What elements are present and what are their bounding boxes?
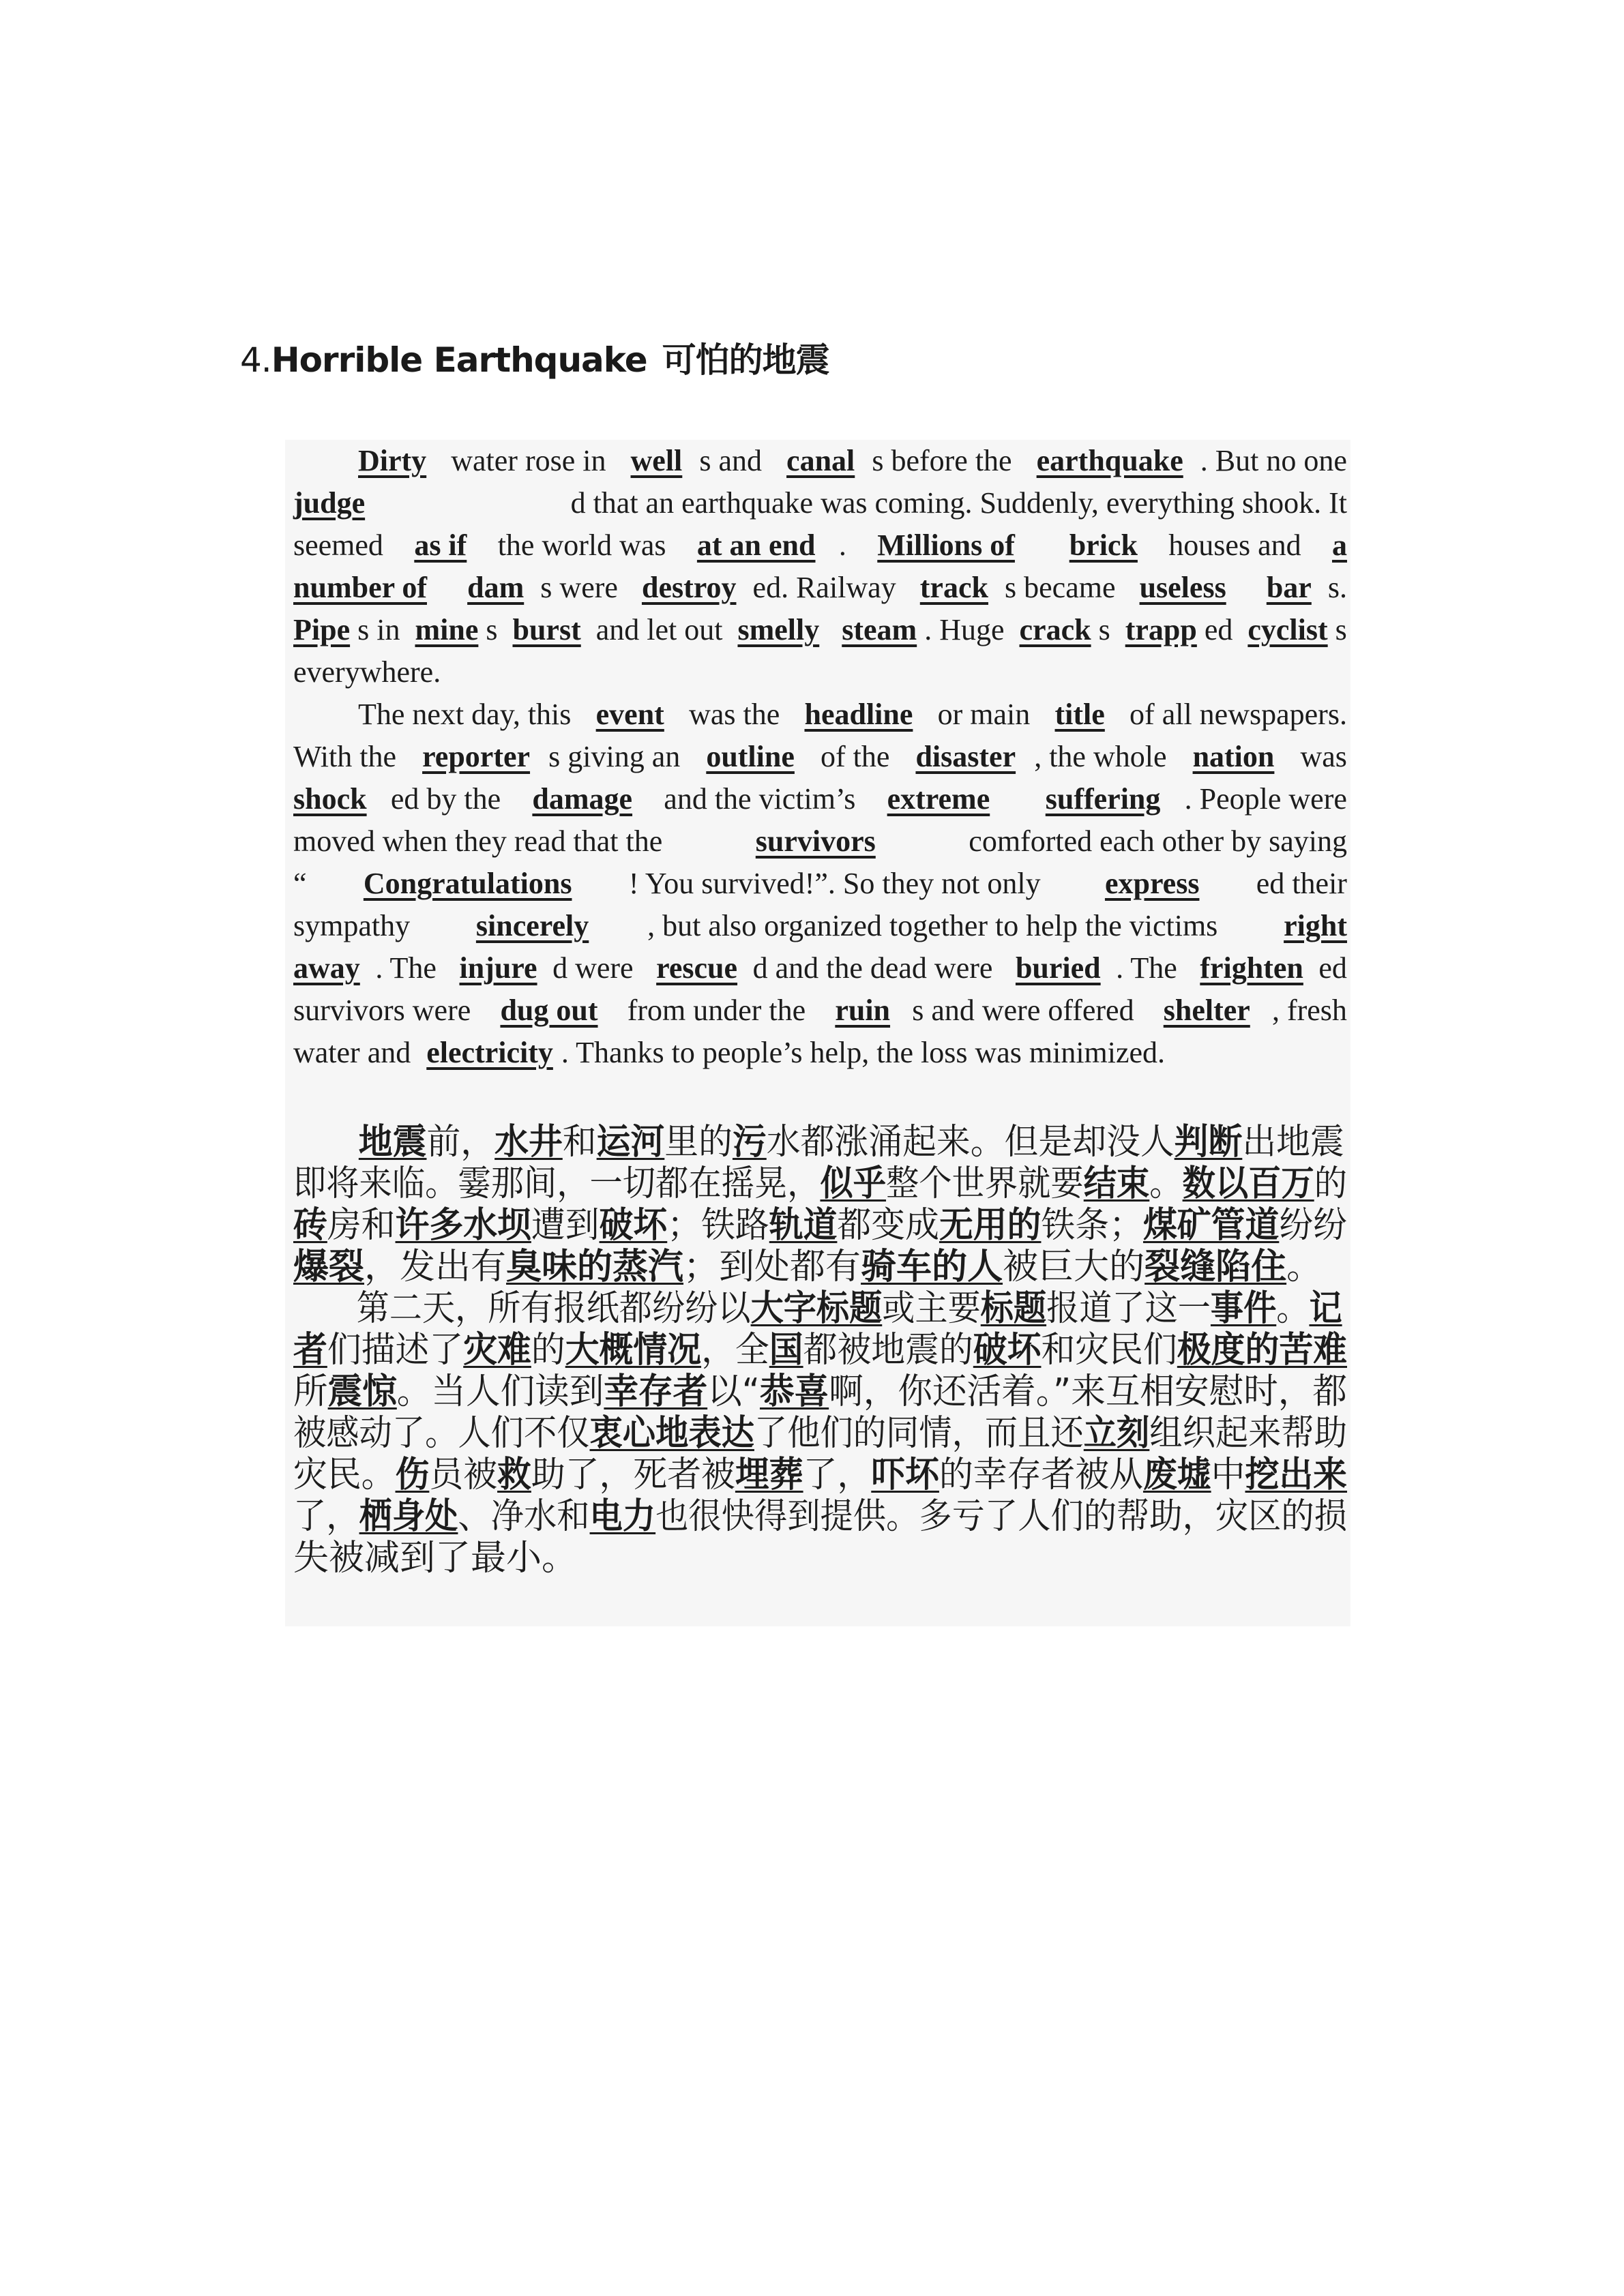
passage-text: 被巨大的 [1003,1247,1145,1287]
vocabulary-word: right [1284,909,1347,942]
vocabulary-word: 污 [732,1122,767,1163]
vocabulary-word: 臭味的蒸汽 [506,1247,684,1287]
vocabulary-word: 大字标题 [750,1288,883,1329]
vocabulary-word: 灾难 [463,1330,531,1371]
vocabulary-word: 立刻 [1083,1413,1150,1454]
passage-text: 了他们的同情，而且还 [754,1413,1084,1454]
vocabulary-word: express [1104,867,1200,900]
passage-text: 都被地震的 [803,1330,973,1371]
passage-line [293,694,1347,736]
passage-text: s. [1327,571,1347,604]
passage-text: from under the [619,994,814,1027]
passage-text: . The [375,951,444,985]
vocabulary-word: as if [414,528,467,562]
passage-line [293,820,1347,863]
vocabulary-word: 记 [1309,1288,1342,1329]
vocabulary-word: 似乎 [820,1163,887,1204]
passage-line [293,1413,1347,1455]
vocabulary-word: 者 [293,1330,327,1371]
passage-text [1243,567,1250,609]
vocabulary-word: destroy [641,571,737,604]
passage-line [293,1330,1347,1371]
vocabulary-word: 骑车的人 [861,1247,1003,1287]
vocabulary-word: 数以百万 [1182,1163,1314,1204]
passage-text: s before the [872,444,1020,477]
passage-text: 前， [426,1122,495,1163]
passage-text: was the [681,698,788,731]
passage-text: ed. Railway [752,571,904,604]
vocabulary-word: 破坏 [973,1330,1042,1371]
title-number: 4. [240,340,271,380]
vocabulary-word: 许多水坝 [395,1205,531,1246]
passage-text: of the [812,740,898,773]
passage-text: comforted each other by saying [961,824,1347,858]
vocabulary-word: reporter [422,740,531,773]
passage-line [293,778,1347,820]
passage-text: s and [699,444,769,477]
vocabulary-word: 伤 [395,1455,430,1495]
passage-text: 的 [1314,1163,1347,1204]
passage-line [293,524,1347,567]
passage-text: water and [293,1036,419,1069]
vocabulary-word: title [1054,698,1105,731]
vocabulary-word: sincerely [475,909,589,942]
vocabulary-word: track [919,571,988,604]
vocabulary-word: 恭喜 [759,1371,829,1412]
passage-text: . People were [1184,782,1347,816]
passage-text: moved when they read that the [293,824,670,858]
passage-text: . [838,528,854,562]
vocabulary-word: 地震 [358,1122,427,1163]
vocabulary-word: smelly [737,613,820,646]
vocabulary-word: 挖出来 [1245,1455,1347,1495]
passage-line [293,1288,1411,1330]
vocabulary-word: 衷心地表达 [589,1413,754,1454]
vocabulary-word: 废墟 [1142,1455,1211,1495]
vocabulary-word: canal [786,444,855,477]
passage-text: 和灾民们 [1041,1330,1177,1371]
passage-text: With the [293,740,404,773]
vocabulary-word: nation [1192,740,1275,773]
passage-text: ed [1318,951,1347,985]
passage-text [1038,524,1046,567]
vocabulary-word: Congratulations [363,867,572,900]
vocabulary-word: shock [293,782,367,816]
passage-text: everywhere. [293,655,441,689]
passage-text: of all newspapers. [1122,698,1347,731]
passage-text: 纷纷 [1279,1205,1347,1246]
vocabulary-word: 轨道 [769,1205,838,1246]
passage-text: 中 [1211,1455,1245,1495]
passage-text: 整个世界就要 [886,1163,1084,1204]
vocabulary-word: 埋葬 [735,1455,803,1495]
passage-line [293,1205,1347,1247]
passage-line [293,1122,1413,1163]
passage-text: 房和 [327,1205,396,1246]
passage-line [293,1032,1347,1074]
passage-text: sympathy [293,909,418,942]
vocabulary-word: 无用的 [939,1205,1042,1246]
passage-text: 。 [1286,1247,1323,1287]
vocabulary-word: 救 [497,1455,531,1495]
passage-text: . Huge [924,613,1012,646]
passage-text: s in [357,613,408,646]
passage-text: and the victim’s [656,782,863,816]
passage-text: houses and [1161,528,1309,562]
passage-text: s were [540,571,625,604]
passage-text: water rose in [443,444,614,477]
passage-line [293,1538,1347,1579]
vocabulary-word: mine [415,613,479,646]
passage-text [443,567,451,609]
vocabulary-word: 煤矿管道 [1142,1205,1280,1246]
vocabulary-word: 判断 [1174,1122,1243,1163]
passage-text: ，全 [701,1330,769,1371]
vocabulary-word: burst [512,613,581,646]
vocabulary-word: survivors [755,824,876,858]
vocabulary-word: injure [459,951,537,985]
passage-text: survivors were [293,994,479,1027]
title-chinese: 可怕的地震 [662,340,829,380]
passage-text: ed by the [390,782,509,816]
passage-line [293,1247,1347,1288]
passage-line [293,1371,1347,1413]
chinese-passage [293,1122,1347,1579]
vocabulary-word: 极度的苦难 [1177,1330,1347,1371]
passage-text: 里的 [664,1122,733,1163]
passage-text: , the whole [1034,740,1175,773]
vocabulary-word: 砖 [293,1205,327,1246]
vocabulary-word: 运河 [596,1122,665,1163]
passage-line [293,1163,1347,1205]
title-english: Horrible Earthquake [271,340,647,380]
passage-text: 。 [1149,1163,1183,1204]
passage-line [293,482,1347,524]
passage-text: ，发出有 [364,1247,507,1287]
passage-text: was [1293,740,1347,773]
passage-text: ；到处都有 [683,1247,861,1287]
vocabulary-word: 幸存者 [604,1371,708,1412]
passage-text: ! You survived!”. So they not only [628,867,1048,900]
vocabulary-word: Dirty [358,444,427,477]
passage-text: , but also organized together to help the victims [647,909,1226,942]
vocabulary-word: 国 [769,1330,803,1371]
vocabulary-word: bar [1266,571,1312,604]
vocabulary-word: earthquake [1036,444,1183,477]
passage-line [293,1455,1347,1496]
passage-text: s giving an [548,740,688,773]
passage-line [293,567,1347,609]
passage-text: s [1335,613,1347,646]
passage-text: 和 [562,1122,597,1163]
passage-text: 啊，你还活着。”来互相安慰时，都 [829,1371,1347,1412]
vocabulary-word: frighten [1200,951,1303,985]
passage-text: s [1098,613,1118,646]
vocabulary-word: ruin [835,994,891,1027]
passage-line [293,905,1347,947]
passage-text: . But no one [1200,444,1347,477]
vocabulary-word: 栖身处 [359,1496,458,1537]
passage-text: 遭到 [531,1205,600,1246]
passage-text: or main [930,698,1038,731]
passage-text: 所 [293,1371,328,1412]
passage-text: 了， [803,1455,872,1495]
passage-text: 了， [293,1496,359,1537]
vocabulary-word: trapp [1125,613,1197,646]
passage-text: 或主要 [882,1288,981,1329]
vocabulary-word: 大概情况 [565,1330,702,1371]
passage-line [293,863,1347,905]
vocabulary-word: shelter [1163,994,1250,1027]
passage-text: 即将来临。霎那间，一切都在摇晃， [293,1163,821,1204]
passage-line [293,989,1347,1032]
passage-text: ；铁路 [667,1205,769,1246]
vocabulary-word: damage [532,782,633,816]
passage-line [293,1496,1347,1538]
vocabulary-word: useless [1139,571,1226,604]
passage-text: s became [1005,571,1123,604]
vocabulary-word: suffering [1045,782,1161,816]
passage-text: 组织起来帮助 [1149,1413,1347,1454]
passage-text: the world was [490,528,674,562]
vocabulary-word: 震惊 [327,1371,397,1412]
vocabulary-word: rescue [656,951,738,985]
passage-text: 铁条； [1041,1205,1143,1246]
vocabulary-word: 事件 [1210,1288,1277,1329]
vocabulary-word: 爆裂 [293,1247,365,1287]
passage-text: 。当人们读到 [396,1371,604,1412]
passage-text: 们描述了 [327,1330,464,1371]
passage-text: “ [293,867,307,900]
passage-text: 员被 [429,1455,498,1495]
vocabulary-word: steam [842,613,917,646]
vocabulary-word: a [1331,528,1347,562]
passage-text: ed their [1256,867,1347,900]
vocabulary-word: at an end [696,528,816,562]
passage-text: . The [1116,951,1185,985]
passage-line [293,651,1347,694]
vocabulary-word: cyclist [1247,613,1328,646]
passage-text: 失被减到了最小。 [293,1538,578,1579]
vocabulary-word: away [293,951,360,985]
vocabulary-word: 破坏 [599,1205,668,1246]
vocabulary-word: disaster [915,740,1016,773]
passage-line [293,609,1347,651]
english-passage [293,440,1347,1074]
vocabulary-word: Millions of [877,528,1015,562]
vocabulary-word: dug out [500,994,598,1027]
passage-text [1014,778,1022,820]
vocabulary-word: crack [1019,613,1091,646]
passage-line [293,947,1347,989]
vocabulary-word: 标题 [980,1288,1047,1329]
vocabulary-word: headline [804,698,913,731]
passage-text: d that an earthquake was coming. Suddenly, everything shook. It [570,486,1347,520]
vocabulary-word: 结束 [1083,1163,1150,1204]
passage-text: 以“ [707,1371,760,1412]
vocabulary-word: extreme [887,782,990,816]
vocabulary-word: dam [467,571,525,604]
passage-text: 被感动了。人们不仅 [293,1413,590,1454]
vocabulary-word: buried [1015,951,1101,985]
vocabulary-word: event [595,698,664,731]
passage-text: s [486,613,505,646]
vocabulary-word: judge [293,486,366,520]
passage-text: 。 [1276,1288,1310,1329]
passage-text: s and were offered [912,994,1142,1027]
document-title [240,333,829,382]
vocabulary-word: Pipe [293,613,351,646]
vocabulary-word: well [630,444,683,477]
passage-text: 也很快得到提供。多亏了人们的帮助，灾区的损 [655,1496,1347,1537]
passage-text: 都变成 [837,1205,939,1246]
vocabulary-word: electricity [426,1036,553,1069]
vocabulary-word: 吓坏 [871,1455,939,1495]
passage-text: 水都涨涌起来。但是却没人 [766,1122,1175,1163]
passage-text: . Thanks to people’s help, the loss was minimized. [561,1036,1166,1069]
passage-text: The next day, this [358,698,579,731]
passage-text: 报道了这一 [1046,1288,1211,1329]
vocabulary-word: 裂缝陷住 [1145,1247,1287,1287]
passage-text: 出地震 [1242,1122,1344,1163]
passage-text: , fresh [1271,994,1347,1027]
passage-text: d were [552,951,641,985]
vocabulary-word: 电力 [589,1496,656,1537]
passage-line [293,440,1347,482]
scanned-passage-image [285,440,1350,1626]
passage-text [827,609,834,651]
vocabulary-word: number of [293,571,427,604]
vocabulary-word: brick [1069,528,1138,562]
passage-text: seemed [293,528,391,562]
passage-text: and let out [588,613,730,646]
passage-text: 助了，死者被 [531,1455,735,1495]
passage-text: 灾民。 [293,1455,396,1495]
vocabulary-word: 水井 [494,1122,563,1163]
passage-line [293,736,1347,778]
passage-text: d and the dead were [752,951,1001,985]
passage-text: 、净水和 [458,1496,590,1537]
passage-text: ed [1204,613,1241,646]
passage-text: 第二天，所有报纸都纷纷以 [356,1288,751,1329]
passage-text: 的幸存者被从 [939,1455,1143,1495]
passage-text: 的 [531,1330,565,1371]
vocabulary-word: outline [706,740,795,773]
